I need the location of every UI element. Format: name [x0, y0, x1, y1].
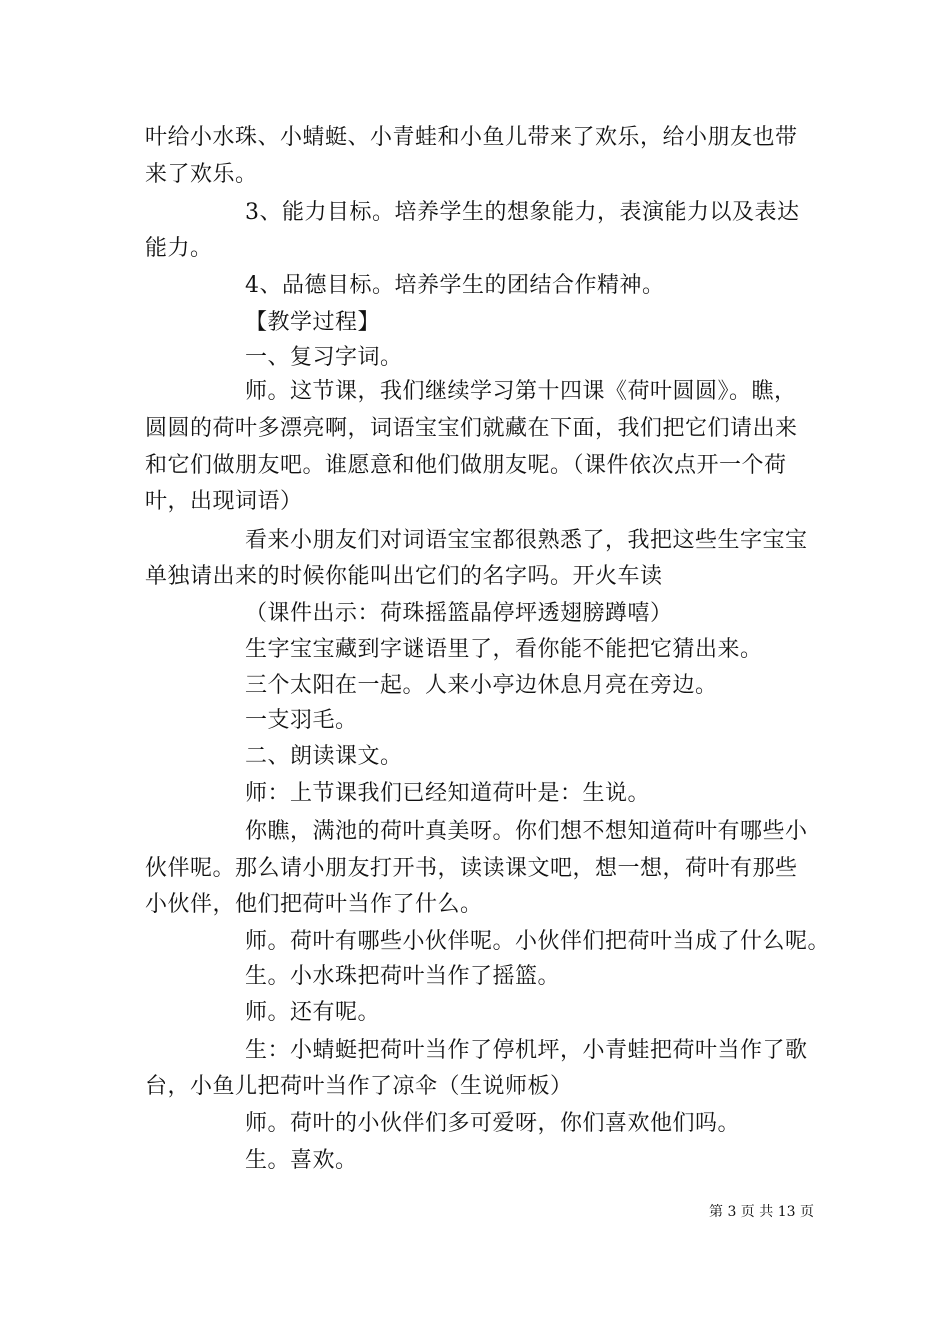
text-line: 3、能力目标。培养学生的想象能力，表演能力以及表达: [245, 200, 800, 225]
text-line: 二、朗读课文。: [245, 744, 403, 769]
text-line: 圆圆的荷叶多漂亮啊，词语宝宝们就藏在下面，我们把它们请出来: [145, 416, 798, 441]
text-line: 一、复习字词。: [245, 345, 403, 370]
text-line: 叶，出现词语）: [145, 489, 303, 514]
text-line: 一支羽毛。: [245, 708, 358, 733]
text-line: （课件出示：荷珠摇篮晶停坪透翅膀蹲嘻）: [245, 601, 673, 626]
text-line: 台，小鱼儿把荷叶当作了凉伞（生说师板）: [145, 1074, 573, 1099]
text-line: 伙伴呢。那么请小朋友打开书，读读课文吧，想一想，荷叶有那些: [145, 856, 798, 881]
text-line: 师。还有呢。: [245, 1000, 381, 1025]
text-line: 生字宝宝藏到字谜语里了，看你能不能把它猜出来。: [245, 637, 763, 662]
text-line: 三个太阳在一起。人来小亭边休息月亮在旁边。: [245, 673, 718, 698]
text-line: 生。喜欢。: [245, 1148, 358, 1173]
text-line: 看来小朋友们对词语宝宝都很熟悉了，我把这些生字宝宝: [245, 528, 808, 553]
text-line: 能力。: [145, 236, 213, 261]
text-line: 生。小水珠把荷叶当作了摇篮。: [245, 964, 561, 989]
section-heading: 【教学过程】: [245, 310, 381, 335]
text-line: 生：小蜻蜓把荷叶当作了停机坪，小青蛙把荷叶当作了歌: [245, 1038, 808, 1063]
text-line: 师：上节课我们已经知道荷叶是：生说。: [245, 781, 651, 806]
text-line: 师。荷叶的小伙伴们多可爱呀，你们喜欢他们吗。: [245, 1111, 741, 1136]
text-line: 师。荷叶有哪些小伙伴呢。小伙伴们把荷叶当成了什么呢。: [245, 929, 831, 954]
text-line: 你瞧，满池的荷叶真美呀。你们想不想知道荷叶有哪些小: [245, 819, 808, 844]
text-line: 叶给小水珠、小蜻蜓、小青蛙和小鱼儿带来了欢乐，给小朋友也带: [145, 125, 798, 150]
text-line: 师。这节课，我们继续学习第十四课《荷叶圆圆》。瞧，: [245, 379, 797, 404]
page-number-footer: 第 3 页 共 13 页: [709, 1204, 814, 1220]
text-line: 4、品德目标。培养学生的团结合作精神。: [245, 273, 665, 298]
text-line: 小伙伴，他们把荷叶当作了什么。: [145, 892, 483, 917]
text-line: 单独请出来的时候你能叫出它们的名字吗。开火车读: [145, 564, 663, 589]
text-line: 和它们做朋友吧。谁愿意和他们做朋友呢。（课件依次点开一个荷: [145, 453, 787, 478]
text-line: 来了欢乐。: [145, 162, 258, 187]
